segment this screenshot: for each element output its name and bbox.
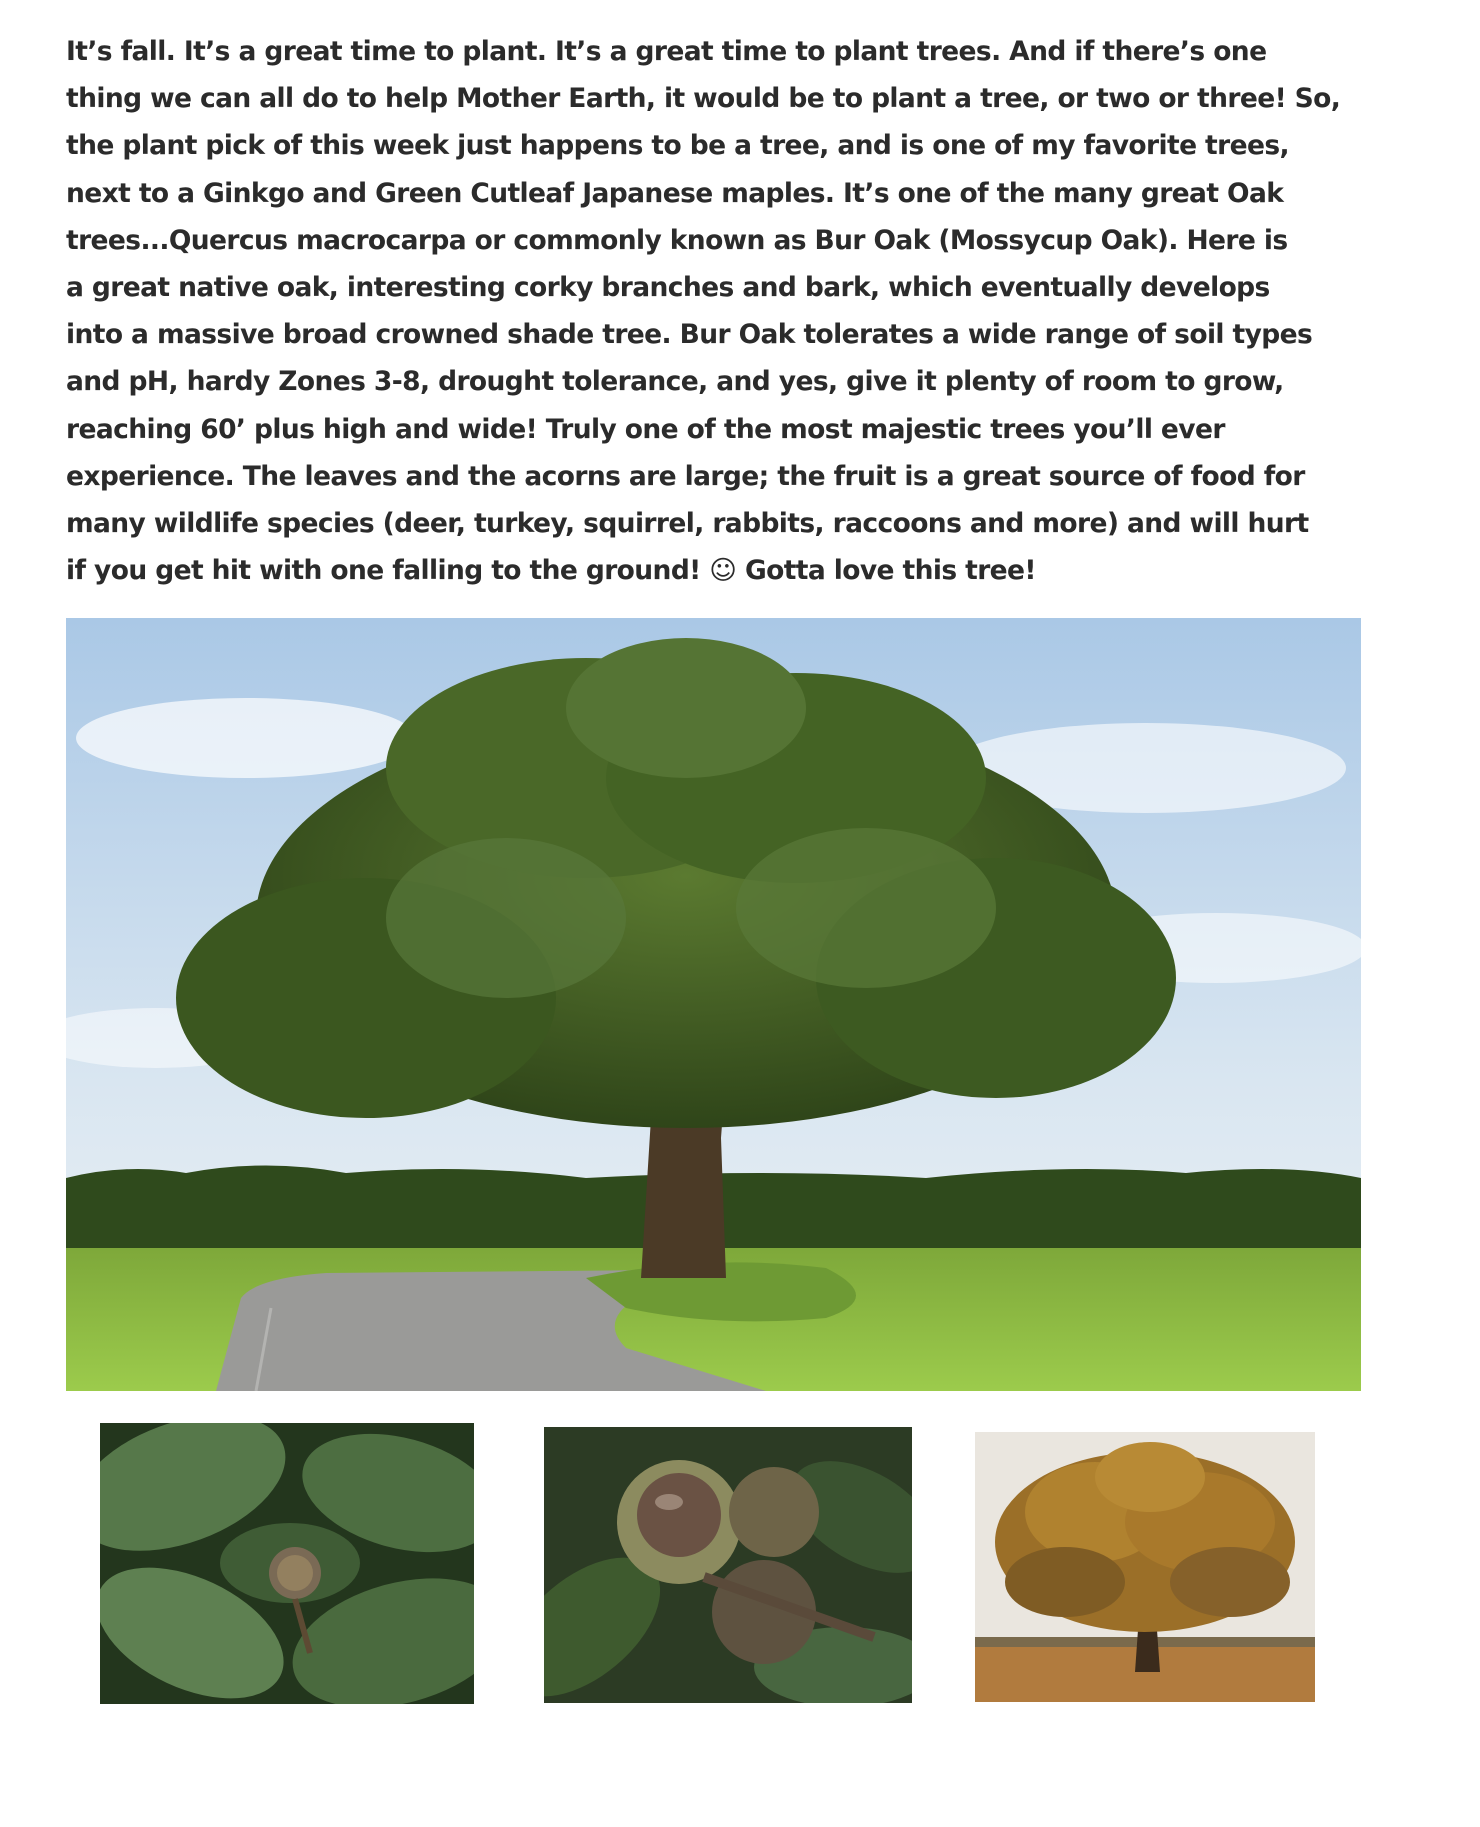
article-line: into a massive broad crowned shade tree. Bur Oak tolerates a wide range of soil types	[66, 319, 1313, 351]
bur-oak-acorns-illustration	[544, 1427, 912, 1703]
article-line: and pH, hardy Zones 3-8, drought tolerance, and yes, give it plenty of room to grow,	[66, 366, 1284, 398]
article-text	[66, 28, 1386, 594]
bur-oak-leaves-illustration	[100, 1423, 474, 1704]
article-line: next to a Ginkgo and Green Cutleaf Japanese maples. It’s one of the many great Oak	[66, 177, 1284, 209]
article-line: thing we can all do to help Mother Earth, it would be to plant a tree, or two or three! So,	[66, 83, 1341, 115]
article-line: if you get hit with one falling to the ground! ☺ Gotta love this tree!	[66, 555, 1036, 587]
article-line: the plant pick of this week just happens to be a tree, and is one of my favorite trees,	[66, 130, 1289, 162]
bur-oak-acorns-photo	[544, 1427, 912, 1703]
article-line: It’s fall. It’s a great time to plant. It’s a great time to plant trees. And if there’s one	[66, 36, 1267, 67]
bur-oak-illustration	[66, 618, 1361, 1391]
bur-oak-autumn-photo	[975, 1432, 1315, 1702]
article-line: experience. The leaves and the acorns are large; the fruit is a great source of food for	[66, 460, 1305, 492]
article-line: trees...Quercus macrocarpa or commonly known as Bur Oak (Mossycup Oak). Here is	[66, 224, 1288, 256]
article-line: reaching 60’ plus high and wide! Truly one of the most majestic trees you’ll ever	[66, 413, 1225, 445]
article-line: a great native oak, interesting corky branches and bark, which eventually develops	[66, 272, 1270, 304]
article-line: many wildlife species (deer, turkey, squirrel, rabbits, raccoons and more) and will hurt	[66, 508, 1309, 540]
bur-oak-leaves-photo	[100, 1423, 474, 1704]
bur-oak-autumn-illustration	[975, 1432, 1315, 1702]
bur-oak-hero-photo	[66, 618, 1361, 1391]
